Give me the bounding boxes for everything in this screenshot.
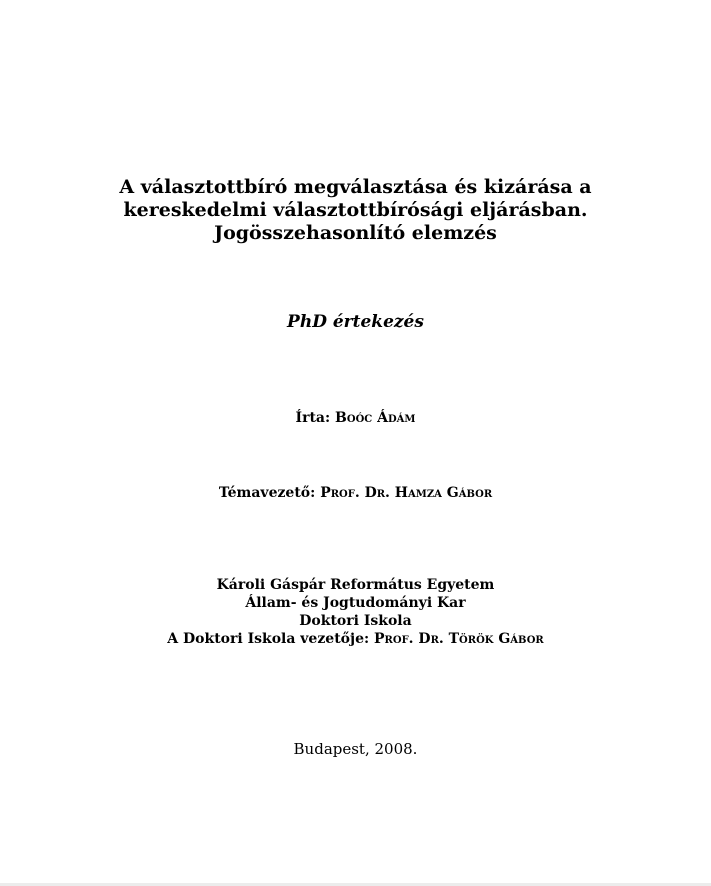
thesis-type: PhD értekezés <box>287 312 424 332</box>
place-and-date: Budapest, 2008. <box>293 740 418 758</box>
author-name: Boóc Ádám <box>335 410 416 426</box>
supervisor-line <box>0 484 711 502</box>
university-name: Károli Gáspár Református Egyetem <box>216 577 495 593</box>
school-head-name: Prof. Dr. Török Gábor <box>374 631 544 647</box>
school-head-label: A Doktori Iskola vezetője: <box>167 631 370 647</box>
thesis-title-line-1: A választottbíró megválasztása és kizárása a <box>119 176 592 198</box>
faculty-name: Állam- és Jogtudományi Kar <box>245 595 466 611</box>
supervisor-label: Témavezető: <box>218 485 316 501</box>
thesis-title <box>0 176 711 245</box>
author-line <box>0 409 711 427</box>
doctoral-school-name: Doktori Iskola <box>299 613 412 629</box>
school-head-line <box>0 630 711 648</box>
supervisor-name: Prof. Dr. Hamza Gábor <box>320 485 493 501</box>
author-label: Írta: <box>295 410 331 426</box>
thesis-title-line-3: Jogösszehasonlító elemzés <box>214 222 497 244</box>
institution-block <box>0 576 711 648</box>
thesis-title-line-2: kereskedelmi választottbírósági eljárásban. <box>123 199 588 221</box>
